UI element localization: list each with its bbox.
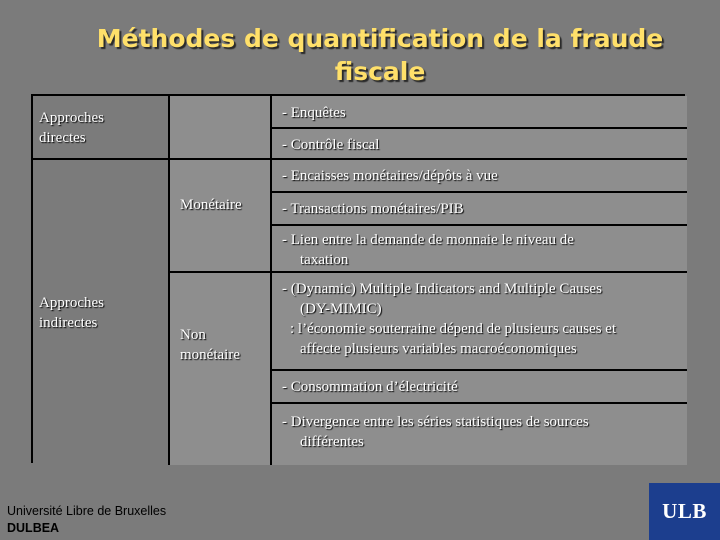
row-encaisses — [272, 160, 687, 193]
row-controle-text: - Contrôle fiscal — [282, 137, 380, 153]
approches-indirectes-cell — [33, 160, 170, 465]
footer-university: Université Libre de Bruxelles — [7, 504, 167, 518]
row-dymimic-text-2: (DY-MIMIC) — [300, 301, 382, 317]
row-dymimic-text-3: : l’économie souterraine dépend de plusieurs causes et — [290, 321, 617, 337]
row-transactions-text: - Transactions monétaires/PIB — [282, 201, 464, 217]
title-line-2: fiscale — [334, 57, 426, 86]
row-lien-text-1: - Lien entre la demande de monnaie le niveau de — [282, 232, 574, 248]
approches-directes-cell — [33, 96, 170, 160]
non-monetaire-label-1: Non — [180, 327, 206, 343]
non-monetaire-cell — [170, 273, 272, 465]
blank-cell — [170, 96, 272, 160]
row-transactions — [272, 193, 687, 226]
monetaire-cell — [170, 160, 272, 273]
footer-dept: DULBEA — [7, 521, 60, 535]
non-monetaire-label-2: monétaire — [180, 347, 240, 363]
footer — [7, 503, 166, 537]
row-controle — [272, 129, 687, 160]
row-dymimic — [272, 273, 687, 371]
row-electricite — [272, 371, 687, 404]
slide-title — [60, 22, 700, 88]
monetaire-label: Monétaire — [180, 197, 242, 213]
row-enquetes-text: - Enquêtes — [282, 105, 346, 121]
approches-directes-label-2: directes — [39, 130, 86, 146]
row-lien — [272, 226, 687, 273]
ulb-logo-text: ULB — [662, 499, 707, 523]
row-divergence-text-1: - Divergence entre les séries statistiques de sources — [282, 414, 589, 430]
approches-directes-label-1: Approches — [39, 110, 104, 126]
row-encaisses-text: - Encaisses monétaires/dépôts à vue — [282, 168, 498, 184]
row-dymimic-text-1: - (Dynamic) Multiple Indicators and Multiple Causes — [282, 281, 602, 297]
title-line-1: Méthodes de quantification de la fraude — [96, 24, 664, 53]
row-divergence — [272, 404, 687, 465]
ulb-logo — [649, 483, 720, 540]
row-electricite-text: - Consommation d’électricité — [282, 379, 458, 395]
methods-table — [31, 94, 685, 463]
row-lien-text-2: taxation — [300, 252, 349, 268]
approches-indirectes-label-1: Approches — [39, 294, 104, 311]
row-enquetes — [272, 96, 687, 129]
row-dymimic-text-4: affecte plusieurs variables macroéconomiques — [300, 341, 577, 357]
approches-indirectes-label-2: indirectes — [39, 314, 98, 331]
row-divergence-text-2: différentes — [300, 434, 364, 450]
